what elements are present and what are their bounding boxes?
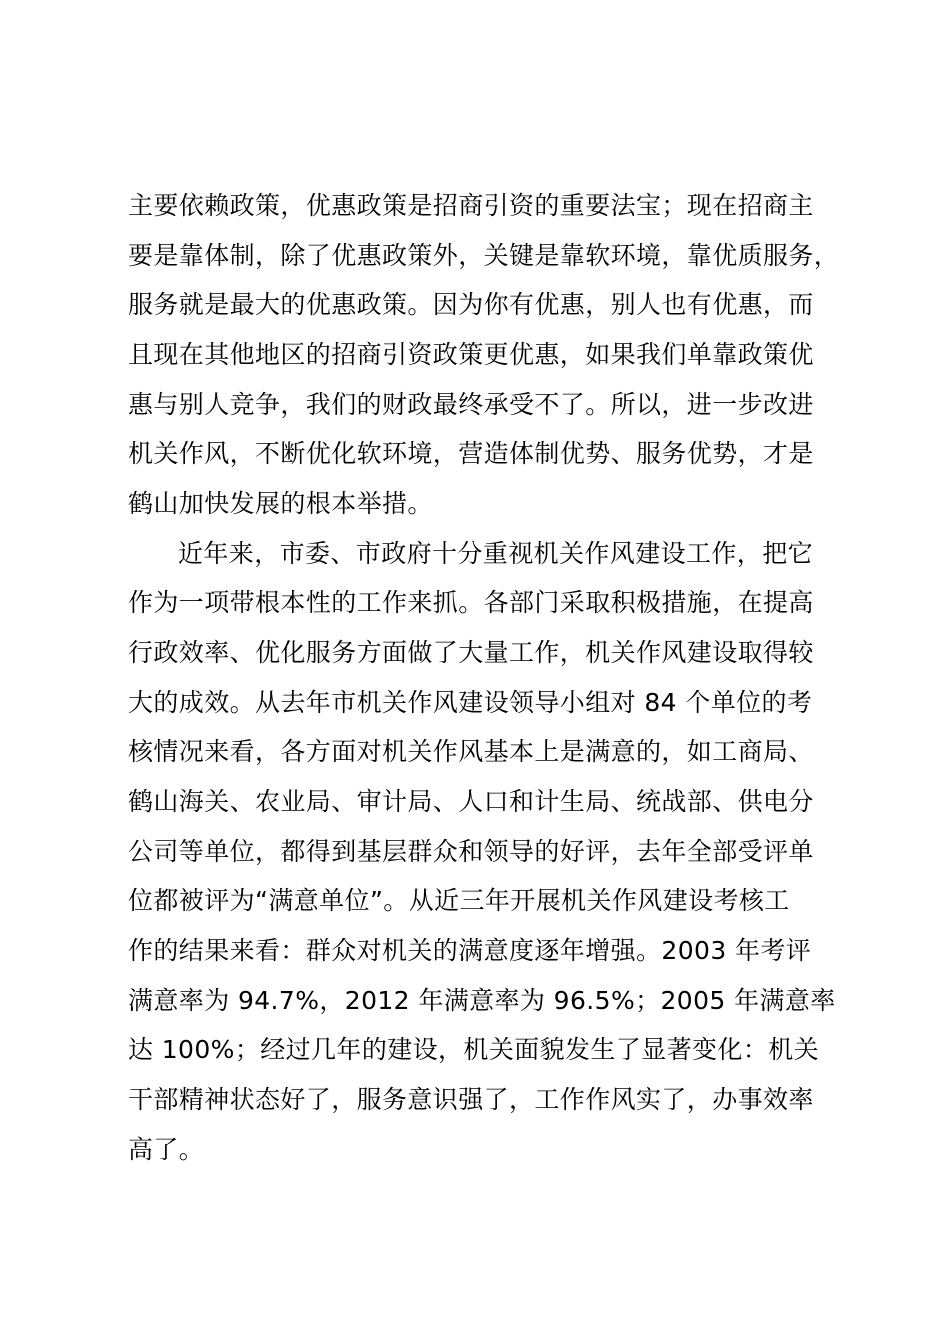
text-line: 满意率为 94.7%，2012 年满意率为 96.5%；2005 年满意率 [128, 986, 836, 1015]
text-line: 核情况来看，各方面对机关作风基本上是满意的，如工商局、 [128, 737, 814, 766]
text-line: 大的成效。从去年市机关作风建设领导小组对 84 个单位的考 [128, 688, 813, 717]
text-line: 达 100%；经过几年的建设，机关面貌发生了显著变化：机关 [128, 1035, 820, 1064]
text-line: 鹤山加快发展的根本举措。 [128, 489, 433, 518]
text-line: 高了。 [128, 1135, 205, 1164]
text-line: 服务就是最大的优惠政策。因为你有优惠，别人也有优惠，而 [128, 290, 814, 319]
text-line: 机关作风，不断优化软环境，营造体制优势、服务优势，才是 [128, 439, 814, 468]
text-line: 作的结果来看：群众对机关的满意度逐年增强。2003 年考评 [128, 936, 812, 965]
text-line: 且现在其他地区的招商引资政策更优惠，如果我们单靠政策优 [128, 340, 814, 369]
text-line: 公司等单位，都得到基层群众和领导的好评，去年全部受评单 [128, 837, 814, 866]
text-line: 主要依赖政策，优惠政策是招商引资的重要法宝；现在招商主 [128, 191, 814, 220]
text-line: 惠与别人竞争，我们的财政最终承受不了。所以，进一步改进 [128, 390, 814, 419]
text-line: 鹤山海关、农业局、审计局、人口和计生局、统战部、供电分 [128, 787, 814, 816]
paragraph-first-line: 近年来，市委、市政府十分重视机关作风建设工作，把它 [178, 539, 814, 568]
text-line: 要是靠体制，除了优惠政策外，关键是靠软环境，靠优质服务， [128, 241, 840, 270]
text-line: 作为一项带根本性的工作来抓。各部门采取积极措施，在提高 [128, 588, 814, 617]
text-line: 行政效率、优化服务方面做了大量工作，机关作风建设取得较 [128, 638, 814, 667]
text-line: 干部精神状态好了，服务意识强了，工作作风实了，办事效率 [128, 1085, 814, 1114]
text-line: 位都被评为“满意单位”。从近三年开展机关作风建设考核工 [128, 886, 790, 915]
